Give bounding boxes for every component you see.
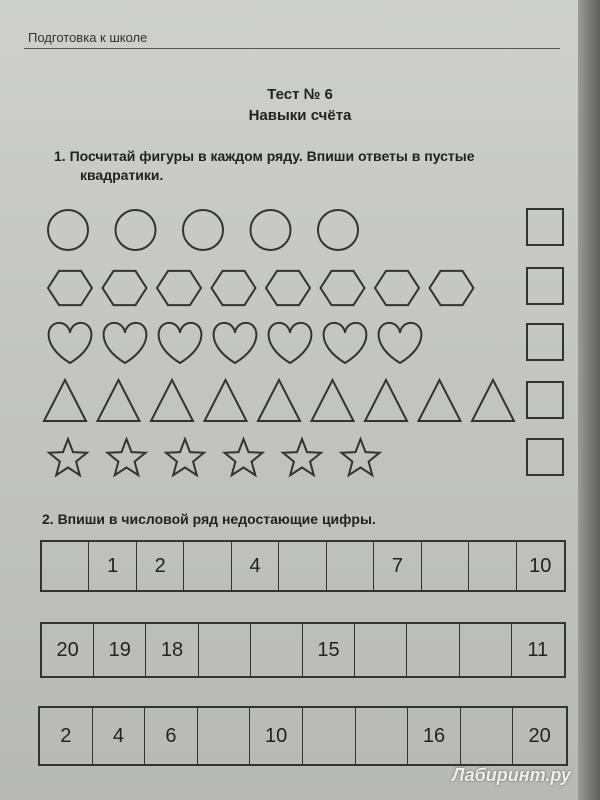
circle-shape-icon <box>183 210 223 250</box>
empty-number-cell[interactable] <box>184 542 231 590</box>
number-sequence-row-2 <box>40 622 566 678</box>
number-cell: 10 <box>529 554 552 577</box>
triangle-shape-icon <box>205 380 247 421</box>
answer-box-row-4[interactable] <box>526 381 564 419</box>
heart-shape-icon <box>159 323 202 363</box>
number-cell: 2 <box>40 708 93 764</box>
empty-number-cell[interactable] <box>42 542 89 590</box>
triangle-shape-icon <box>472 380 514 421</box>
number-cell: 2 <box>137 542 184 590</box>
star-shape-icon <box>283 439 321 475</box>
triangle-shape-icon <box>419 380 461 421</box>
empty-number-cell[interactable] <box>407 624 459 676</box>
heart-shape-icon <box>269 323 312 363</box>
circle-shape-icon <box>48 210 88 250</box>
number-cell: 4 <box>93 708 146 764</box>
heart-shape-icon <box>104 323 147 363</box>
heart-shape-icon <box>49 323 92 363</box>
hexagon-shape-icon <box>375 271 419 305</box>
circle-shape-icon <box>116 210 156 250</box>
empty-number-cell[interactable] <box>251 624 303 676</box>
triangle-shape-icon <box>98 380 140 421</box>
star-shape-icon <box>342 439 380 475</box>
heart-shape-icon <box>214 323 257 363</box>
hexagon-shape-icon <box>103 271 147 305</box>
number-cell: 15 <box>303 624 355 676</box>
hexagon-shape-icon <box>157 271 201 305</box>
triangle-shape-icon <box>312 380 354 421</box>
hexagon-shape-icon <box>321 271 365 305</box>
star-shape-icon <box>225 439 263 475</box>
number-cell: 16 <box>408 708 461 764</box>
heart-shape-icon <box>324 323 367 363</box>
hexagon-shape-icon <box>48 271 92 305</box>
triangle-shape-icon <box>258 380 300 421</box>
triangle-shape-icon <box>151 380 193 421</box>
hexagon-shape-icon <box>430 271 474 305</box>
empty-number-cell[interactable] <box>327 542 374 590</box>
answer-box-row-5[interactable] <box>526 438 564 476</box>
number-cell: 11 <box>527 638 549 661</box>
number-cell: 6 <box>145 708 198 764</box>
circle-shape-icon <box>251 210 291 250</box>
task-1-line-1: 1. Посчитай фигуры в каждом ряду. Впиши ответы в пустые <box>54 148 475 164</box>
empty-number-cell[interactable] <box>279 542 326 590</box>
running-header: Подготовка к школе <box>28 30 148 45</box>
star-shape-icon <box>49 439 87 475</box>
star-shape-icon <box>166 439 204 475</box>
hexagon-shape-icon <box>212 271 256 305</box>
star-shape-icon <box>108 439 146 475</box>
test-subtitle: Навыки счёта <box>248 107 352 124</box>
test-title: Тест № 6 <box>267 86 333 103</box>
empty-number-cell[interactable] <box>356 708 409 764</box>
number-cell: 20 <box>528 724 551 747</box>
empty-number-cell[interactable] <box>460 624 512 676</box>
number-cell: 19 <box>94 624 146 676</box>
triangle-shape-icon <box>365 380 407 421</box>
number-cell: 7 <box>374 542 421 590</box>
empty-number-cell[interactable] <box>461 708 514 764</box>
answer-box-row-2[interactable] <box>526 267 564 305</box>
empty-number-cell[interactable] <box>422 542 469 590</box>
empty-number-cell[interactable] <box>198 708 251 764</box>
number-cell: 18 <box>146 624 198 676</box>
task-2-instruction: 2. Впиши в числовой ряд недостающие цифры. <box>42 511 376 527</box>
empty-number-cell[interactable] <box>355 624 407 676</box>
number-cell: 20 <box>42 624 94 676</box>
circle-shape-icon <box>318 210 358 250</box>
hexagon-shape-icon <box>266 271 310 305</box>
number-cell: 4 <box>232 542 279 590</box>
watermark-logo: Лабиринт.ру <box>452 765 571 785</box>
number-cell: 10 <box>250 708 303 764</box>
number-sequence-row-1 <box>40 540 566 592</box>
empty-number-cell[interactable] <box>199 624 251 676</box>
heart-shape-icon <box>379 323 422 363</box>
number-cell: 1 <box>89 542 136 590</box>
number-sequence-row-3 <box>38 706 568 766</box>
empty-number-cell[interactable] <box>303 708 356 764</box>
empty-number-cell[interactable] <box>469 542 516 590</box>
task-1-line-2: квадратики. <box>80 167 164 183</box>
answer-box-row-3[interactable] <box>526 323 564 361</box>
answer-box-row-1[interactable] <box>526 208 564 246</box>
triangle-shape-icon <box>44 380 86 421</box>
